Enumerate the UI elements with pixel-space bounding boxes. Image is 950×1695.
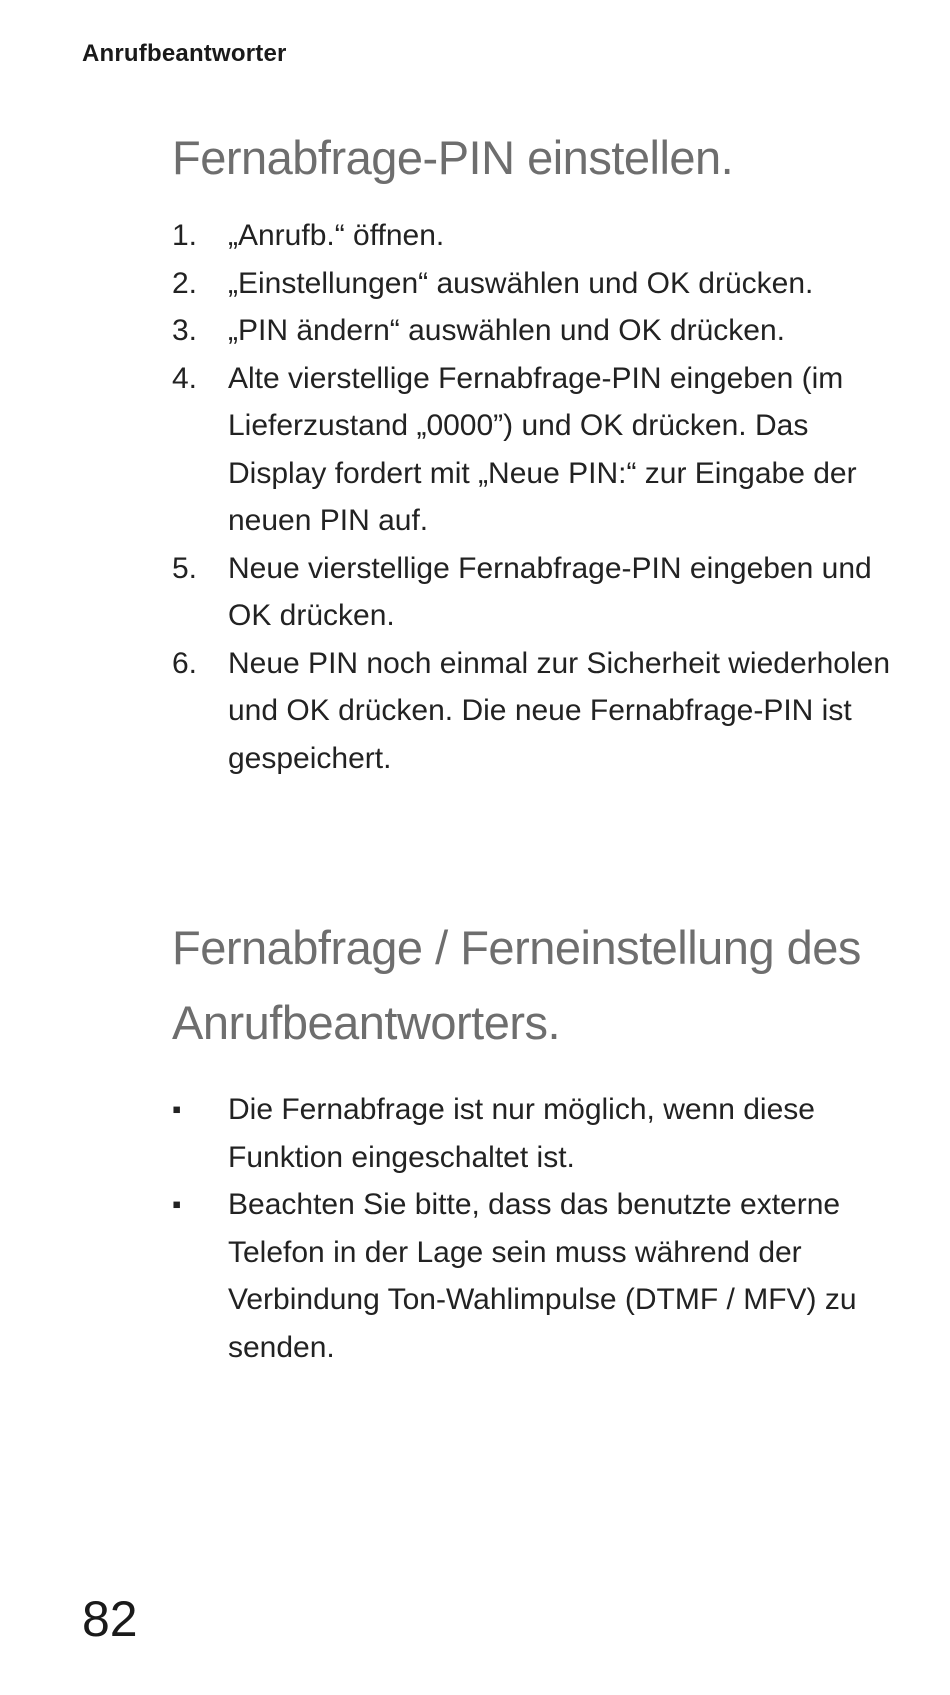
- page-number: 82: [82, 1591, 138, 1647]
- list-item: [172, 307, 892, 355]
- step-number: 4.: [172, 361, 198, 395]
- section-title-set-pin: Fernabfrage-PIN einstellen.: [172, 131, 734, 184]
- step-text: Neue vierstellige Fernabfrage-PIN eingeben und OK drücken.: [228, 551, 872, 632]
- step-number: 5.: [172, 551, 198, 585]
- list-item: [172, 1086, 892, 1181]
- step-number: 1.: [172, 219, 198, 252]
- bullet-icon: ▪: [172, 1094, 182, 1124]
- bullet-text: Die Fernabfrage ist nur möglich, wenn diese Funktion eingeschaltet ist.: [228, 1093, 815, 1174]
- bullet-list: [172, 1086, 892, 1371]
- step-number: 2.: [172, 266, 198, 300]
- bullet-icon: ▪: [172, 1189, 182, 1219]
- step-text: „PIN ändern“ auswählen und OK drücken.: [228, 314, 785, 347]
- running-header: Anrufbeantworter: [82, 40, 287, 67]
- step-number: 6.: [172, 646, 198, 680]
- list-item: [172, 1181, 892, 1371]
- step-text: „Anrufb.“ öffnen.: [228, 219, 445, 252]
- list-item: [172, 260, 892, 308]
- list-item: [172, 355, 892, 545]
- section-set-pin: [172, 128, 892, 782]
- step-text: Neue PIN noch einmal zur Sicherheit wiederholen und OK drücken. Die neue Fernabfrage-PIN ist gespeichert.: [228, 646, 891, 775]
- section-remote-access: [172, 910, 892, 1371]
- step-text: „Einstellungen“ auswählen und OK drücken.: [228, 266, 814, 300]
- bullet-text: Beachten Sie bitte, dass das benutzte externe Telefon in der Lage sein muss während der Verbindung Ton-Wahlimpulse (DTMF / MFV) zu senden.: [228, 1188, 857, 1364]
- list-item: [172, 212, 892, 260]
- list-item: [172, 545, 892, 640]
- steps-list: [172, 212, 892, 782]
- step-number: 3.: [172, 314, 198, 347]
- step-text: Alte vierstellige Fernabfrage-PIN eingeben (im Lieferzustand „0000”) und OK drücken. Das Display fordert mit „Neue PIN:“ zur Eingabe der neuen PIN auf.: [228, 361, 857, 537]
- section-title-remote-access: Fernabfrage / Ferneinstellung des Anrufbeantworters.: [172, 921, 861, 1049]
- list-item: [172, 640, 892, 783]
